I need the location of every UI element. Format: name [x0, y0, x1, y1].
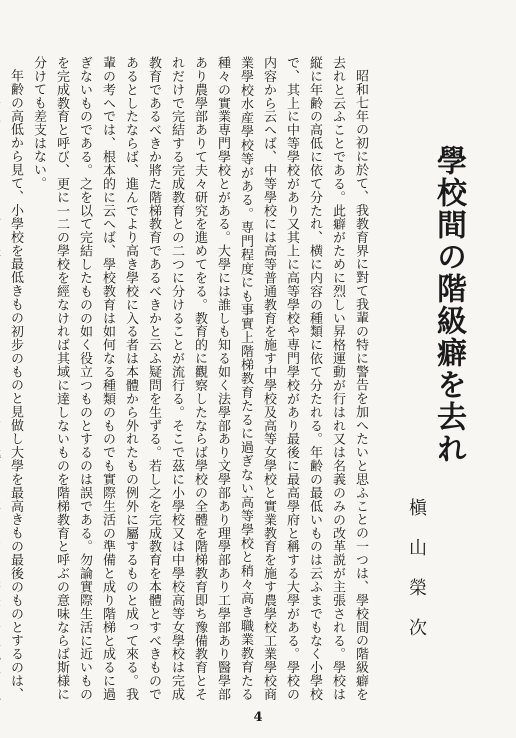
article-title: 學校間の階級癖を去れ — [431, 145, 466, 465]
body-paragraph: 年齢の高低から見て、小學校を最低きもの初步のものと見做し大學を最高きもの最後のものとするのは、 — [8, 69, 23, 701]
page-number: 4 — [253, 710, 263, 725]
body-paragraph: 昭和七年の初に於て、我教育界に對て我輩の特に警告を加へたいと思ふことの一つは、學校間の階級癖を去れと云ふことである。此癖がために烈しい昇格運動が行はれ又は名義のみの改革説が主張される。學校は縦に年齢の高低に依て分たれ、横に内容の種類に依て分たれる。年齢の最低いものは云ふまでもなく小學校で、其上に中等學校があり又其上に高等學校や専門學校があり最後に最高學府と稱する大學がある。學校の内容から云へば、中等學校には高等普通教育を施す中學校及高等女學校と實業教育を施す農學校工業學校商業學校水産學校等がある。専門程度にも事實上階梯教育たるに過ぎない高等學校と稍々高き職業教育たる種々の實業専門學校とがある。大學には誰しも知る如く法學部あり文學部あり理學部あり工學部あり醫學部あり農學部ありて夫々研究を進めてをる。教育的に觀察したならば學校の全體を階梯教育即ち豫備教育とそれだけで完結する完成教育との二つに分けることが流行る。そこで茲に小學校又は中學校高等女學校は完成教育であるべきか將た階梯教育であるべきかと云ふ疑問を生ずる。若し之を完成教育を本體とすべきものであるとしたならば、進んでより高き學校に入る者は本體から外れたもの例外に屬するものと成って來る。我輩の考へでは、根本的に云へば、學校教育は如何なる種類のものでも實際生活の準備と成り階梯と成るに過ぎないものである。之を以て完結したものの如く役立つものとするのは誤である。勿論實際生活に近いものを完成教育と呼び、更に一二の學校を經なければ其域に達しないものを階梯教育と呼ぶの意味ならば斯様に分けても差支はない。 — [31, 56, 368, 701]
article-body — [0, 56, 372, 701]
article-author: 槇山榮次 — [406, 498, 427, 658]
